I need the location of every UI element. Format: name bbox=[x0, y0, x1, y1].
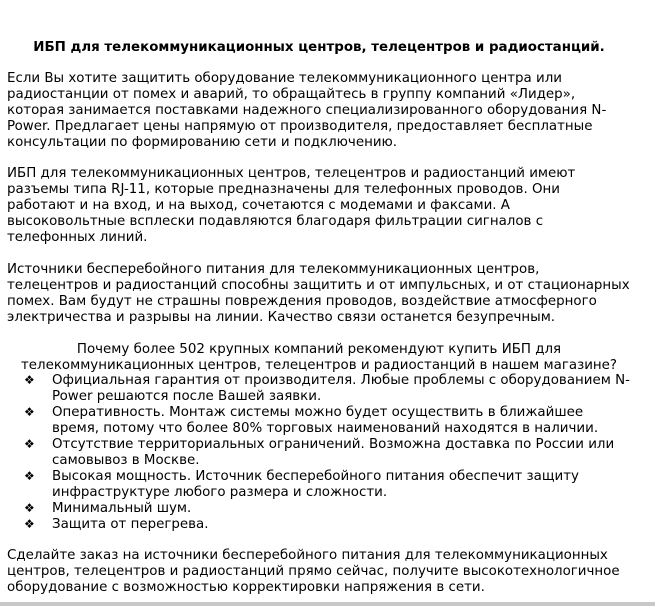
page-bottom-border bbox=[0, 602, 655, 606]
diamond-bullet-icon: ❖ bbox=[24, 437, 35, 452]
diamond-bullet-icon: ❖ bbox=[24, 468, 35, 483]
list-item bbox=[24, 373, 631, 405]
benefit-text: Защита от перегрева. bbox=[52, 516, 209, 532]
rj11-paragraph: ИБП для телекоммуникационных центров, телецентров и радиостанций имеют разъемы типа RJ-11, которые предназначены для телефонных проводов. Они работают и на вход, и на выход, сочетаются с модемами и факсами. А высоковольтные всплески подавляются благодаря фильтрации сигналов с телефонных линий. bbox=[7, 166, 576, 246]
benefits-list bbox=[7, 373, 631, 532]
list-item bbox=[24, 516, 631, 533]
list-item bbox=[24, 437, 631, 469]
benefit-text: Минимальный шум. bbox=[52, 500, 192, 516]
list-item bbox=[24, 405, 631, 437]
diamond-bullet-icon: ❖ bbox=[24, 373, 35, 388]
why-heading: Почему более 502 крупных компаний рекомендуют купить ИБП для телекоммуникационных центров, телецентров и радиостанций в нашем магазине? bbox=[20, 341, 617, 373]
diamond-bullet-icon: ❖ bbox=[24, 516, 35, 531]
intro-paragraph: Если Вы хотите защитить оборудование телекоммуникационного центра или радиостанции от помех и аварий, то обращайтесь в группу компаний «Лидер», которая занимается поставками надежного специализированного оборудования N-Power. Предлагает цены напрямую от производителя, предоставляет бесплатные консультации по формированию сети и подключению. bbox=[7, 70, 607, 150]
benefit-text: Официальная гарантия от производителя. Любые проблемы с оборудованием N-Power решаются после Вашей заявки. bbox=[52, 373, 630, 405]
list-item bbox=[24, 500, 631, 517]
benefit-text: Высокая мощность. Источник бесперебойного питания обеспечит защиту инфраструктуре любого размера и сложности. bbox=[52, 468, 579, 500]
diamond-bullet-icon: ❖ bbox=[24, 405, 35, 420]
diamond-bullet-icon: ❖ bbox=[24, 500, 35, 515]
list-item bbox=[24, 468, 631, 501]
document-title: ИБП для телекоммуникационных центров, телецентров и радиостанций. bbox=[33, 40, 605, 55]
closing-paragraph: Сделайте заказ на источники бесперебойного питания для телекоммуникационных центров, телецентров и радиостанций прямо сейчас, получите высокотехнологичное оборудование с возможностью корректировки напряжения в сети. bbox=[7, 548, 620, 596]
document-body bbox=[7, 40, 631, 612]
benefit-text: Оперативность. Монтаж системы можно будет осуществить в ближайшее время, потому что более 80% торговых наименований находятся в наличии. bbox=[52, 405, 599, 437]
benefit-text: Отсутствие территориальных ограничений. Возможна доставка по России или самовывоз в Москве. bbox=[52, 437, 615, 468]
protection-paragraph: Источники бесперебойного питания для телекоммуникационных центров, телецентров и радиостанций способны защитить и от импульсных, и от стационарных помех. Вам будут не страшны повреждения проводов, воздействие атмосферного электричества и разрывы на линии. Качество связи останется безупречным. bbox=[7, 261, 630, 325]
